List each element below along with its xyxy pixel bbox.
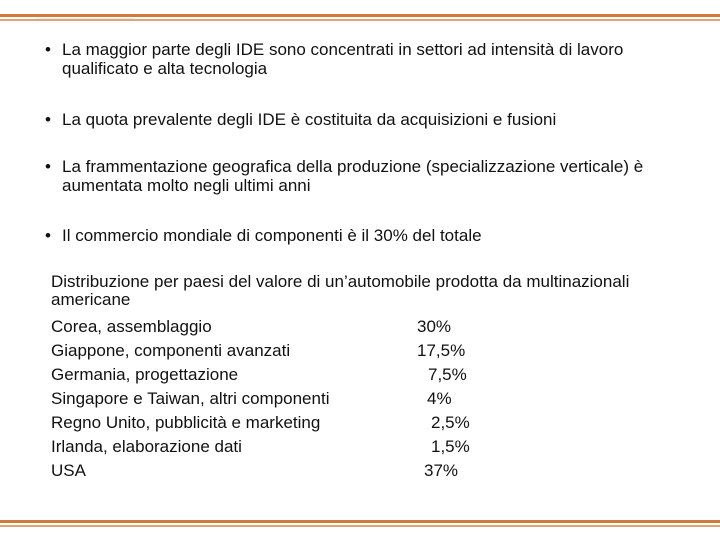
- bottom-divider: [0, 520, 720, 523]
- row-value: 17,5%: [417, 340, 466, 360]
- bottom-divider-secondary: [0, 525, 720, 527]
- row-label: USA: [51, 460, 86, 480]
- bullet-dot-icon: •: [45, 40, 51, 59]
- bullet-item: [45, 40, 695, 78]
- row-label: Irlanda, elaborazione dati: [51, 436, 242, 456]
- bullet-item: [45, 110, 556, 129]
- table-row: [51, 362, 651, 386]
- row-label: Giappone, componenti avanzati: [51, 340, 291, 360]
- distribution-title: Distribuzione per paesi del valore di un’automobile prodotta da multinazionali americane: [51, 272, 630, 309]
- row-value: 1,5%: [431, 436, 470, 456]
- row-value: 30%: [417, 316, 452, 336]
- table-row: [51, 434, 651, 458]
- table-row: [51, 338, 651, 362]
- table-row: [51, 410, 651, 434]
- row-value: 7,5%: [428, 364, 467, 384]
- bullet-item: [45, 226, 482, 245]
- bullet-text: La maggior parte degli IDE sono concentrati in settori ad intensità di lavoro qualificato e alta tecnologia: [62, 40, 624, 78]
- bullet-item: [45, 157, 695, 195]
- row-value: 37%: [424, 460, 459, 480]
- bullet-text: La frammentazione geografica della produzione (specializzazione verticale) è aumentata molto negli ultimi anni: [62, 157, 644, 195]
- row-label: Germania, progettazione: [51, 364, 239, 384]
- bullet-text: La quota prevalente degli IDE è costituita da acquisizioni e fusioni: [62, 110, 557, 129]
- row-value: 2,5%: [431, 412, 470, 432]
- row-label: Regno Unito, pubblicità e marketing: [51, 412, 321, 432]
- row-label: Corea, assemblaggio: [51, 316, 212, 336]
- top-divider-highlight: [36, 18, 134, 19]
- table-row: [51, 314, 651, 338]
- bullet-text: Il commercio mondiale di componenti è il 30% del totale: [62, 226, 482, 245]
- bullet-dot-icon: •: [45, 110, 51, 129]
- top-divider-secondary: [0, 19, 720, 21]
- table-row: [51, 458, 651, 482]
- row-label: Singapore e Taiwan, altri componenti: [51, 388, 330, 408]
- row-value: 4%: [427, 388, 452, 408]
- distribution-table: [51, 273, 651, 482]
- table-row: [51, 386, 651, 410]
- bullet-dot-icon: •: [45, 157, 51, 176]
- top-divider: [0, 14, 720, 17]
- bullet-dot-icon: •: [45, 226, 51, 245]
